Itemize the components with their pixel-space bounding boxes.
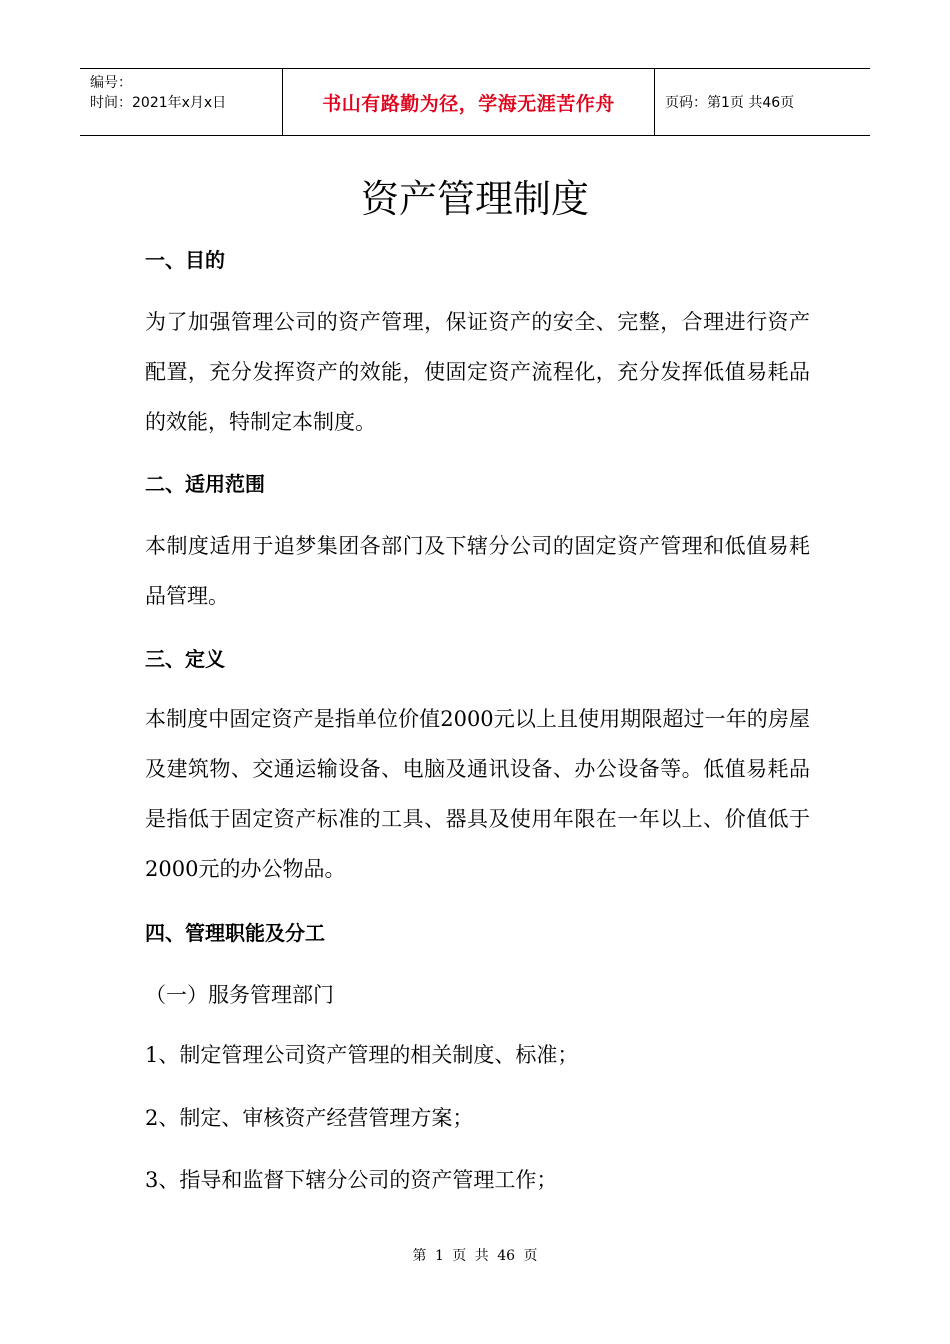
header-meta: [80, 69, 282, 135]
section-heading-scope: 二、适用范围: [145, 472, 265, 496]
header-number-label: 编号：: [90, 75, 132, 91]
subsection-service-department: （一）服务管理部门: [145, 983, 334, 1007]
section-heading-responsibilities: 四、管理职能及分工: [145, 921, 325, 945]
section-text-scope: 本制度适用于追梦集团各部门及下辖分公司的固定资产管理和低值易耗品管理。: [145, 534, 810, 608]
section-heading-purpose: 一、目的: [145, 248, 225, 272]
section-text-purpose: 为了加强管理公司的资产管理，保证资产的安全、完整，合理进行资产配置，充分发挥资产的效能，使固定资产流程化，充分发挥低值易耗品的效能，特制定本制度。: [145, 310, 810, 434]
document-title: 资产管理制度: [360, 177, 589, 221]
header-motto-cell: [282, 69, 655, 135]
list-item: 2、制定、审核资产经营管理方案；: [145, 1106, 474, 1130]
page-footer: 第 1 页 共 46 页: [412, 1248, 538, 1264]
page-header: [80, 68, 870, 136]
section-text-definition: 本制度中固定资产是指单位价值2000元以上且使用期限超过一年的房屋及建筑物、交通运输设备、电脑及通讯设备、办公设备等。低值易耗品是指低于固定资产标准的工具、器具及使用年限在一年以上、价值低于2000元的办公物品。: [145, 707, 810, 881]
list-item: 3、指导和监督下辖分公司的资产管理工作；: [145, 1168, 558, 1192]
section-heading-definition: 三、定义: [145, 647, 225, 671]
header-time-label: 时间：2021年x月x日: [90, 95, 227, 111]
header-motto: 书山有路勤为径，学海无涯苦作舟: [322, 92, 615, 115]
list-item: 1、制定管理公司资产管理的相关制度、标准；: [145, 1043, 579, 1067]
header-page-info: 页码：第1页 共46页: [665, 95, 795, 111]
